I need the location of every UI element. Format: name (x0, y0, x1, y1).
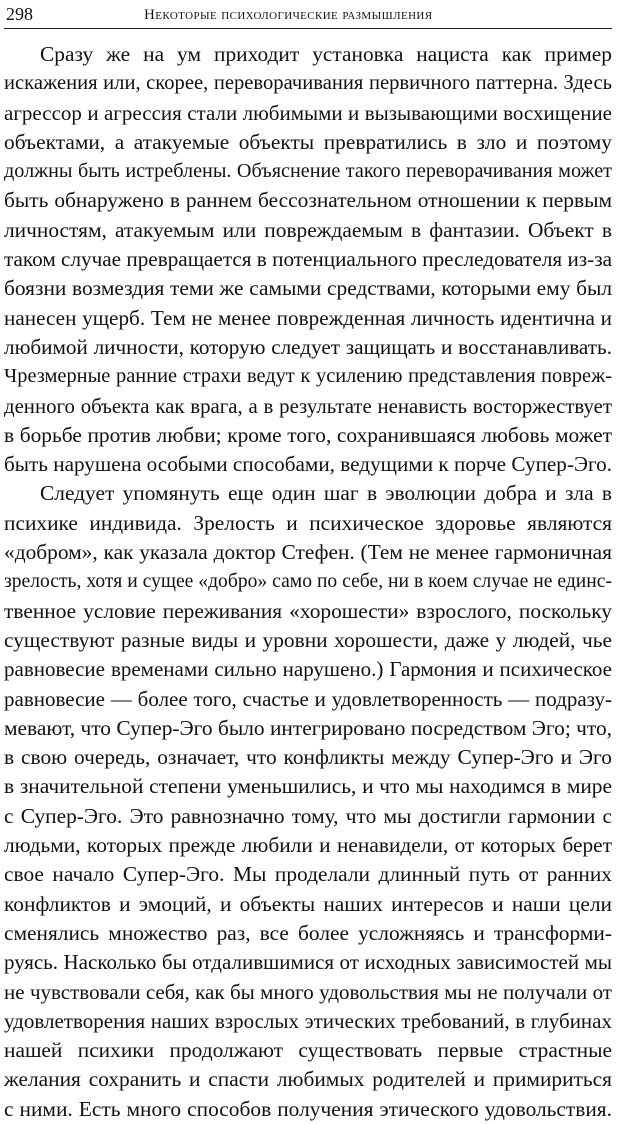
paragraph-1 (4, 40, 612, 479)
text-line: желания сохранить и спасти любимых родителей и примириться (4, 1067, 612, 1092)
text-line: должны быть истреблены. Объяснение такого переворачивания может (4, 160, 612, 183)
text-line: твенное условие переживания «хорошести» взрослого, поскольку (4, 598, 612, 623)
text-line: сменялись множество раз, все более усложняясь и трансформи- (4, 920, 612, 945)
text-line: искажения или, скорее, переворачивания первичного паттерна. Здесь (4, 72, 612, 95)
page-number: 298 (6, 4, 33, 24)
text-line: с ними. Есть много способов получения этического удовольствия. (4, 1096, 612, 1121)
text-line: боязни возмездия теми же самыми средствами, которыми ему был (4, 276, 612, 301)
text-line: в значительной степени уменьшились, и что мы находимся в мире (4, 774, 612, 799)
text-line: таком случае превращается в потенциального преследователя из-за (4, 247, 612, 272)
body-text (4, 40, 612, 1124)
text-line: людьми, которых прежде любили и ненавидели, от которых берет (4, 833, 612, 858)
text-line: в борьбе против любви; кроме того, сохранившаяся любовь может (4, 422, 612, 447)
text-line: не чувствовали себя, как бы много удовольствия мы не получали от (4, 979, 612, 1004)
text-line: в свою очередь, означает, что конфликты между Супер-Эго и Эго (4, 745, 612, 770)
text-line: свое начало Супер-Эго. Мы проделали длинный путь от ранних (4, 862, 612, 887)
text-line: удовлетворения наших взрослых этических требований, в глубинах (4, 1008, 612, 1033)
text-line: личностям, атакуемым или повреждаемым в фантазии. Объект в (4, 217, 612, 242)
text-line: конфликтов и эмоций, и объекты наших интересов и наши цели (4, 891, 612, 916)
text-line: быть нарушена особыми способами, ведущими к порче Супер-Эго. (4, 452, 612, 477)
text-line: мевают, что Супер-Эго было интегрировано посредством Эго; что, (4, 715, 612, 740)
text-line: нанесен ущерб. Тем не менее поврежденная личность идентична и (4, 305, 612, 330)
running-header (4, 2, 612, 29)
text-line: денного объекта как врага, а в результате ненависть восторжествует (4, 394, 612, 418)
text-line: руясь. Насколько бы отдалившимися от исходных зависимостей мы (4, 950, 612, 975)
text-line: равновесие — более того, счастье и удовлетворенность — подразу- (4, 686, 612, 711)
text-line: любимой личности, которую следует защищать и восстанавливать. (4, 334, 612, 359)
paragraph-2 (4, 479, 612, 1124)
text-line: равновесие временами сильно нарушено.) Гармония и психическое (4, 657, 612, 682)
text-line: зрелость, хотя и сущее «добро» само по себе, ни в коем случае не единс- (4, 571, 612, 593)
text-line: Следует упомянуть еще один шаг в эволюции добра и зла в (40, 481, 612, 506)
text-line: нашей психики продолжают существовать первые страстные (4, 1038, 612, 1063)
text-line: существуют разные виды и уровни хорошести, даже у людей, чье (4, 627, 612, 652)
text-line: психике индивида. Зрелость и психическое здоровье являются (4, 510, 612, 535)
text-line: агрессор и агрессия стали любимыми и вызывающими восхищение (4, 100, 612, 125)
text-line: «добром», как указала доктор Стефен. (Тем не менее гармоничная (4, 540, 612, 565)
text-line: объектами, а атакуемые объекты превратились в зло и поэтому (4, 129, 612, 154)
text-line: Сразу же на ум приходит установка нациста как пример (40, 42, 612, 66)
text-line: быть обнаружено в раннем бессознательном отношении к первым (4, 188, 612, 213)
text-line: с Супер-Эго. Это равнозначно тому, что мы достигли гармонии с (4, 803, 612, 828)
text-line: Чрезмерные ранние страхи ведут к усилению представления повреж- (4, 365, 612, 388)
running-title: Некоторые психологические размышления (144, 7, 433, 23)
